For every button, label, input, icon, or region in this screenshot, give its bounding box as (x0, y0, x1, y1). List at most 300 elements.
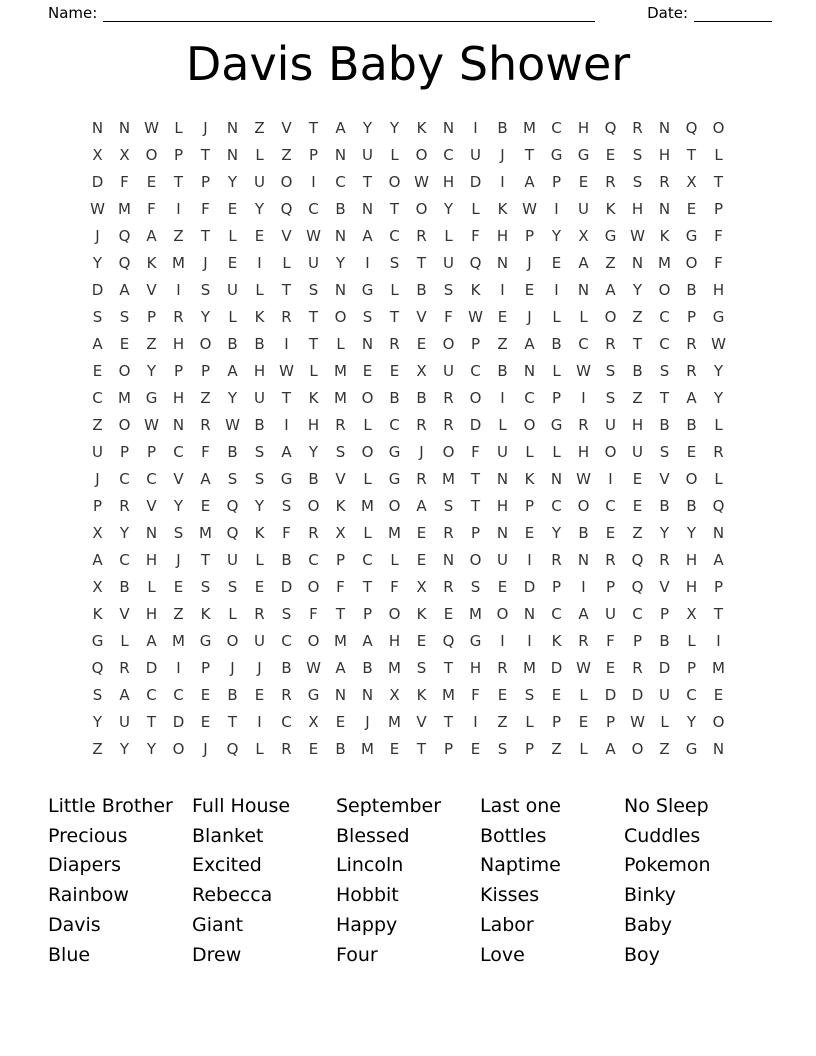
grid-letter: N (550, 469, 563, 488)
grid-letter: O (442, 334, 455, 353)
grid-letter: S (659, 361, 670, 380)
word-item: Baby (624, 913, 672, 936)
grid-letter: F (120, 172, 129, 191)
grid-letter: R (443, 388, 454, 407)
grid-letter: S (281, 604, 292, 623)
grid-letter: G (550, 145, 563, 164)
grid-letter: S (200, 577, 211, 596)
grid-letter: N (91, 118, 104, 137)
grid-letter: K (254, 307, 265, 326)
grid-letter: Y (254, 199, 265, 218)
grid-letter: N (118, 118, 131, 137)
word-item: No Sleep (624, 795, 709, 817)
grid-letter: H (577, 118, 590, 137)
grid-letter: Z (173, 604, 184, 623)
grid-letter: A (605, 280, 616, 299)
grid-letter: A (146, 226, 157, 245)
grid-letter: G (145, 388, 158, 407)
grid-letter: R (119, 658, 130, 677)
grid-letter: T (335, 604, 346, 623)
grid-letter: I (581, 577, 586, 596)
name-label: Name: (48, 4, 98, 22)
grid-letter: O (685, 253, 698, 272)
word-list-column (48, 792, 192, 970)
grid-letter: M (442, 469, 455, 488)
grid-letter: M (712, 658, 725, 677)
grid-row (84, 141, 732, 168)
grid-letter: M (334, 388, 347, 407)
grid-letter: R (389, 334, 400, 353)
grid-letter: D (91, 172, 104, 191)
grid-letter: S (254, 442, 265, 461)
grid-row (84, 330, 732, 357)
grid-letter: C (551, 118, 562, 137)
grid-letter: G (307, 685, 320, 704)
grid-letter: R (308, 523, 319, 542)
grid-letter: Z (200, 388, 211, 407)
grid-letter: O (226, 631, 239, 650)
grid-letter: I (527, 631, 532, 650)
grid-letter: C (389, 226, 400, 245)
grid-letter: E (578, 712, 589, 731)
grid-letter: E (605, 523, 616, 542)
grid-letter: J (176, 550, 181, 569)
grid-letter: B (308, 469, 319, 488)
grid-letter: F (390, 577, 399, 596)
grid-row (84, 627, 732, 654)
word-item: Naptime (480, 854, 561, 877)
word-list-column (624, 792, 768, 970)
grid-letter: P (605, 712, 616, 731)
grid-letter: P (200, 361, 211, 380)
grid-letter: O (631, 739, 644, 758)
grid-letter: E (92, 361, 103, 380)
grid-letter: H (253, 361, 266, 380)
grid-letter: L (552, 307, 561, 326)
grid-letter: S (92, 685, 103, 704)
grid-letter: C (281, 631, 292, 650)
grid-letter: L (471, 199, 480, 218)
grid-letter: Z (92, 739, 103, 758)
grid-letter: X (416, 361, 427, 380)
grid-letter: T (227, 712, 238, 731)
grid-letter: O (361, 388, 374, 407)
grid-letter: E (605, 145, 616, 164)
grid-letter: A (524, 172, 535, 191)
grid-letter: F (606, 631, 615, 650)
grid-letter: L (579, 739, 588, 758)
word-item: Kisses (480, 884, 540, 907)
grid-letter: I (473, 118, 478, 137)
grid-letter: O (307, 496, 320, 515)
grid-letter: N (334, 226, 347, 245)
grid-letter: L (228, 226, 237, 245)
grid-letter: C (389, 415, 400, 434)
grid-letter: O (685, 469, 698, 488)
grid-letter: O (469, 388, 482, 407)
grid-letter: E (173, 577, 184, 596)
grid-letter: T (416, 253, 427, 272)
grid-letter: Y (551, 523, 562, 542)
grid-letter: N (658, 199, 671, 218)
grid-letter: Y (146, 739, 157, 758)
grid-letter: C (470, 361, 481, 380)
grid-letter: Y (335, 253, 346, 272)
grid-letter: P (470, 523, 481, 542)
grid-letter: N (712, 739, 725, 758)
grid-letter: H (631, 415, 644, 434)
grid-letter: O (658, 280, 671, 299)
grid-letter: B (281, 550, 292, 569)
grid-letter: L (390, 280, 399, 299)
grid-letter: U (470, 145, 481, 164)
grid-letter: N (172, 415, 185, 434)
grid-letter: N (334, 685, 347, 704)
grid-letter: O (118, 361, 131, 380)
grid-letter: C (146, 685, 157, 704)
grid-letter: I (176, 658, 181, 677)
grid-letter: L (363, 469, 372, 488)
grid-letter: D (172, 712, 185, 731)
grid-letter: C (173, 442, 184, 461)
grid-letter: L (660, 712, 669, 731)
grid-letter: Z (497, 334, 508, 353)
grid-letter: B (254, 415, 265, 434)
grid-letter: T (416, 739, 427, 758)
grid-letter: N (442, 550, 455, 569)
grid-letter: E (686, 442, 697, 461)
grid-letter: F (714, 253, 723, 272)
grid-letter: O (388, 172, 401, 191)
grid-letter: T (443, 658, 454, 677)
grid-letter: P (524, 739, 535, 758)
grid-letter: L (390, 550, 399, 569)
grid-letter: L (363, 415, 372, 434)
grid-letter: V (659, 469, 670, 488)
grid-letter: O (604, 442, 617, 461)
grid-letter: N (712, 523, 725, 542)
grid-letter: R (443, 577, 454, 596)
grid-letter: I (284, 415, 289, 434)
grid-letter: E (470, 739, 481, 758)
grid-letter: P (551, 577, 562, 596)
word-item: Boy (624, 943, 660, 966)
grid-letter: P (659, 604, 670, 623)
grid-letter: L (552, 442, 561, 461)
grid-letter: L (228, 604, 237, 623)
grid-letter: L (120, 631, 129, 650)
grid-letter: E (416, 631, 427, 650)
grid-letter: B (551, 334, 562, 353)
grid-letter: U (605, 604, 616, 623)
grid-letter: S (389, 253, 400, 272)
grid-letter: B (335, 739, 346, 758)
grid-letter: O (712, 118, 725, 137)
grid-row (84, 276, 732, 303)
grid-letter: A (281, 442, 292, 461)
grid-letter: H (145, 550, 158, 569)
word-item: Blanket (192, 824, 264, 847)
grid-letter: Q (226, 739, 239, 758)
grid-letter: T (308, 118, 319, 137)
word-list-column (192, 792, 336, 970)
grid-letter: V (335, 469, 346, 488)
grid-letter: S (362, 307, 373, 326)
grid-letter: E (497, 685, 508, 704)
grid-letter: Z (551, 739, 562, 758)
grid-letter: U (497, 442, 508, 461)
grid-letter: L (255, 280, 264, 299)
grid-letter: T (632, 334, 643, 353)
grid-letter: A (605, 739, 616, 758)
grid-letter: R (686, 361, 697, 380)
grid-row (84, 600, 732, 627)
grid-letter: D (523, 577, 536, 596)
grid-letter: P (119, 442, 130, 461)
grid-letter: Q (712, 496, 725, 515)
grid-letter: X (389, 685, 400, 704)
grid-letter: X (92, 523, 103, 542)
grid-letter: X (119, 145, 130, 164)
grid-letter: O (604, 307, 617, 326)
grid-letter: X (92, 577, 103, 596)
grid-letter: L (579, 307, 588, 326)
grid-letter: B (281, 658, 292, 677)
grid-letter: B (389, 388, 400, 407)
grid-row (84, 222, 732, 249)
date-label: Date: (647, 4, 688, 22)
grid-letter: E (632, 469, 643, 488)
grid-row (84, 573, 732, 600)
grid-letter: W (630, 226, 645, 245)
grid-letter: C (173, 685, 184, 704)
grid-letter: V (146, 496, 157, 515)
grid-letter: F (714, 226, 723, 245)
grid-letter: O (712, 712, 725, 731)
word-item: Rainbow (48, 884, 129, 907)
grid-letter: S (227, 469, 238, 488)
grid-letter: K (416, 118, 427, 137)
grid-letter: P (200, 658, 211, 677)
grid-letter: I (527, 550, 532, 569)
grid-letter: U (227, 550, 238, 569)
grid-letter: E (443, 604, 454, 623)
grid-letter: J (203, 253, 208, 272)
grid-letter: H (685, 577, 698, 596)
grid-letter: I (311, 172, 316, 191)
grid-letter: R (659, 172, 670, 191)
grid-letter: L (282, 253, 291, 272)
grid-letter: S (119, 307, 130, 326)
grid-letter: M (334, 631, 347, 650)
grid-letter: E (497, 307, 508, 326)
grid-letter: O (523, 415, 536, 434)
grid-letter: G (685, 226, 698, 245)
grid-letter: N (496, 253, 509, 272)
grid-letter: E (227, 199, 238, 218)
grid-letter: Y (200, 307, 211, 326)
grid-letter: C (335, 172, 346, 191)
grid-letter: E (551, 685, 562, 704)
grid-letter: Q (118, 226, 131, 245)
grid-letter: W (522, 199, 537, 218)
grid-letter: Q (631, 577, 644, 596)
grid-letter: U (362, 145, 373, 164)
grid-letter: K (497, 199, 508, 218)
grid-letter: T (389, 307, 400, 326)
grid-letter: R (416, 226, 427, 245)
grid-letter: Y (443, 199, 454, 218)
grid-letter: I (554, 280, 559, 299)
grid-letter: B (497, 361, 508, 380)
grid-letter: U (443, 253, 454, 272)
grid-letter: M (172, 253, 185, 272)
grid-letter: K (92, 604, 103, 623)
grid-letter: G (361, 280, 374, 299)
grid-letter: T (362, 577, 373, 596)
grid-letter: M (172, 631, 185, 650)
grid-letter: I (176, 199, 181, 218)
grid-letter: J (500, 145, 505, 164)
grid-letter: H (496, 496, 509, 515)
grid-letter: I (581, 388, 586, 407)
grid-letter: S (308, 280, 319, 299)
grid-letter: E (254, 577, 265, 596)
grid-letter: N (523, 604, 536, 623)
grid-letter: H (145, 604, 158, 623)
grid-letter: K (659, 226, 670, 245)
grid-letter: U (443, 361, 454, 380)
grid-letter: N (577, 550, 590, 569)
grid-letter: U (632, 442, 643, 461)
grid-letter: Q (226, 496, 239, 515)
grid-letter: N (631, 253, 644, 272)
grid-letter: Z (497, 712, 508, 731)
grid-letter: D (631, 685, 644, 704)
grid-letter: R (335, 415, 346, 434)
grid-letter: F (201, 199, 210, 218)
grid-letter: Y (254, 496, 265, 515)
word-item: Love (480, 943, 525, 966)
grid-letter: W (630, 712, 645, 731)
grid-letter: K (551, 631, 562, 650)
grid-letter: W (90, 199, 105, 218)
grid-letter: R (632, 118, 643, 137)
grid-letter: D (469, 172, 482, 191)
grid-letter: C (551, 604, 562, 623)
grid-letter: R (551, 550, 562, 569)
grid-letter: J (257, 658, 262, 677)
grid-letter: N (361, 334, 374, 353)
grid-letter: N (145, 523, 158, 542)
grid-letter: G (388, 469, 401, 488)
word-item: Excited (192, 854, 262, 877)
grid-letter: R (578, 415, 589, 434)
grid-letter: W (144, 118, 159, 137)
grid-letter: W (576, 658, 591, 677)
grid-letter: V (146, 280, 157, 299)
grid-letter: K (524, 469, 535, 488)
grid-letter: C (632, 604, 643, 623)
grid-letter: O (172, 739, 185, 758)
grid-letter: R (605, 550, 616, 569)
word-list (0, 792, 816, 970)
grid-letter: D (280, 577, 293, 596)
word-item: Hobbit (336, 884, 399, 907)
grid-letter: J (95, 226, 100, 245)
grid-letter: X (308, 712, 319, 731)
grid-letter: A (92, 334, 103, 353)
grid-letter: T (470, 469, 481, 488)
grid-letter: W (711, 334, 726, 353)
grid-letter: C (605, 496, 616, 515)
grid-letter: E (686, 199, 697, 218)
word-item: Labor (480, 913, 534, 936)
grid-letter: M (388, 712, 401, 731)
grid-letter: R (200, 415, 211, 434)
grid-letter: W (414, 172, 429, 191)
grid-letter: E (227, 253, 238, 272)
grid-letter: P (146, 307, 157, 326)
grid-letter: B (227, 685, 238, 704)
grid-row (84, 249, 732, 276)
grid-letter: A (146, 631, 157, 650)
grid-letter: F (147, 199, 156, 218)
grid-letter: F (444, 307, 453, 326)
grid-letter: R (632, 658, 643, 677)
grid-letter: L (714, 415, 723, 434)
grid-letter: P (632, 631, 643, 650)
grid-letter: X (335, 523, 346, 542)
grid-letter: T (362, 172, 373, 191)
grid-letter: G (91, 631, 104, 650)
word-item: Bottles (480, 824, 547, 847)
grid-letter: Q (604, 118, 617, 137)
grid-letter: Y (146, 361, 157, 380)
grid-row (84, 438, 732, 465)
grid-letter: T (443, 712, 454, 731)
grid-letter: H (631, 199, 644, 218)
grid-letter: C (659, 307, 670, 326)
grid-letter: H (469, 658, 482, 677)
grid-row (84, 114, 732, 141)
grid-letter: B (686, 280, 697, 299)
grid-letter: N (226, 145, 239, 164)
grid-letter: H (712, 280, 725, 299)
grid-letter: B (578, 523, 589, 542)
grid-letter: L (714, 469, 723, 488)
grid-letter: L (336, 334, 345, 353)
grid-letter: G (199, 631, 212, 650)
grid-letter: J (95, 469, 100, 488)
word-item: Little Brother (48, 795, 173, 817)
grid-letter: Y (686, 523, 697, 542)
grid-letter: E (254, 685, 265, 704)
grid-letter: E (119, 334, 130, 353)
grid-letter: L (390, 145, 399, 164)
grid-letter: I (176, 280, 181, 299)
grid-letter: A (686, 388, 697, 407)
grid-letter: S (335, 442, 346, 461)
grid-letter: A (92, 550, 103, 569)
grid-letter: O (415, 145, 428, 164)
grid-letter: O (280, 172, 293, 191)
grid-letter: A (362, 226, 373, 245)
name-blank-line (103, 8, 595, 22)
grid-letter: J (203, 739, 208, 758)
grid-letter: O (145, 145, 158, 164)
grid-letter: R (254, 604, 265, 623)
